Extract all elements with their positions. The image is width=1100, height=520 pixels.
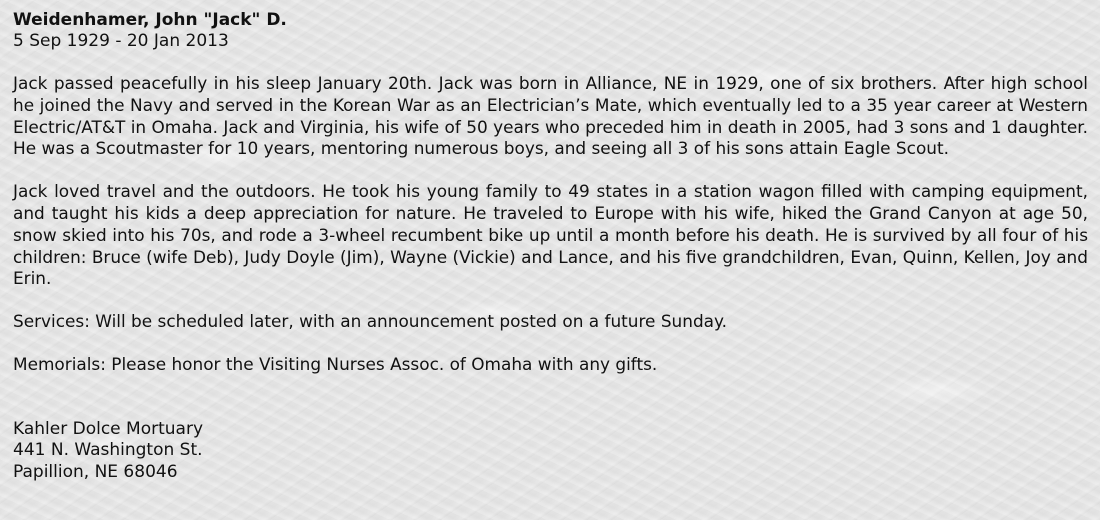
mortuary-street: 441 N. Washington St. xyxy=(13,440,203,461)
deceased-name: Weidenhamer, John "Jack" D. xyxy=(13,10,287,30)
mortuary-address xyxy=(13,419,1088,484)
life-dates: 5 Sep 1929 - 20 Jan 2013 xyxy=(13,31,229,51)
memorials-notice: Memorials: Please honor the Visiting Nurses Assoc. of Omaha with any gifts. xyxy=(13,353,658,374)
obituary-paragraph-biography: Jack passed peacefully in his sleep January 20th. Jack was born in Alliance, NE in 1929, one of six brothers. After high school he joined the Navy and served in the Korean War as an Electrician’s Mate, which eventually led to a 35 year career at Western Electric/AT&T in Omaha. Jack and Virginia, his wife of 50 years who preceded him in death in 2005, had 3 sons and 1 daughter. He was a Scoutmaster for 10 years, mentoring numerous boys, and seeing all 3 of his sons attain Eagle Scout. xyxy=(13,73,1088,159)
services-notice: Services: Will be scheduled later, with an announcement posted on a future Sunday. xyxy=(13,311,727,332)
obituary-page xyxy=(13,10,1088,483)
obituary-paragraph-interests: Jack loved travel and the outdoors. He took his young family to 49 states in a station wagon filled with camping equipment, and taught his kids a deep appreciation for nature. He traveled to Europe with his wife, hiked the Grand Canyon at age 50, snow skied into his 70s, and rode a 3-wheel recumbent bike up until a month before his death. He is survived by all four of his children: Bruce (wife Deb), Judy Doyle (Jim), Wayne (Vickie) and Lance, and his five grandchildren, Evan, Quinn, Kellen, Joy and Erin. xyxy=(13,181,1088,289)
mortuary-city: Papillion, NE 68046 xyxy=(13,461,178,482)
mortuary-name: Kahler Dolce Mortuary xyxy=(13,418,204,439)
